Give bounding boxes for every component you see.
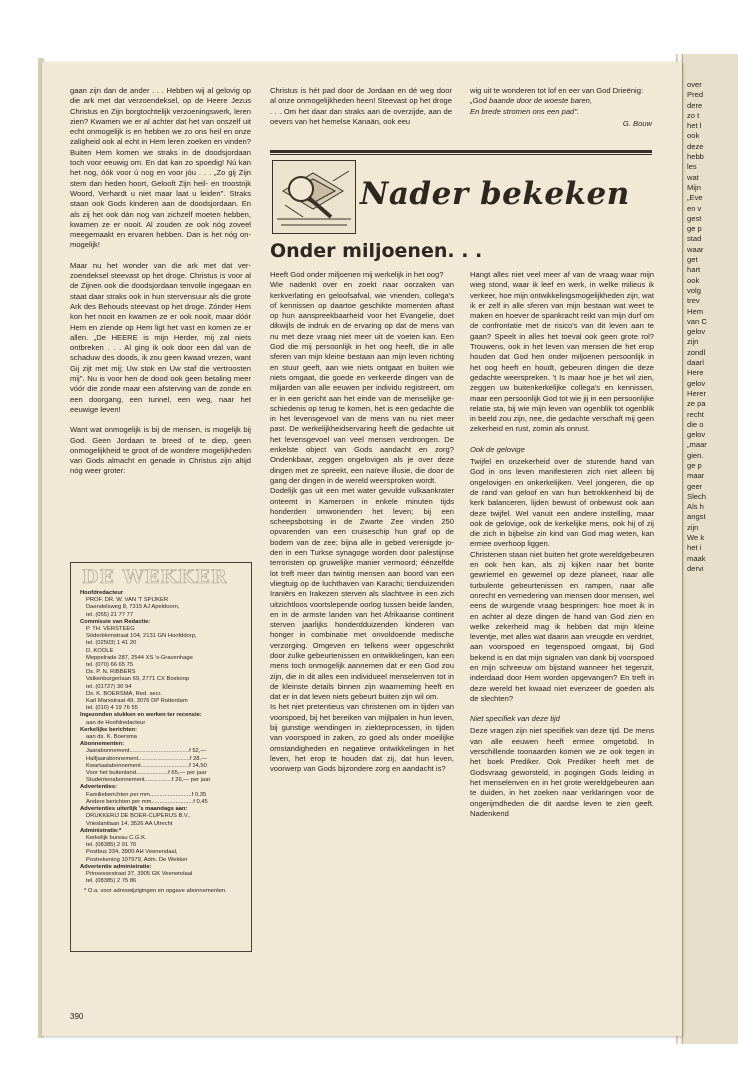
next-page-fragment: Hem [687, 306, 704, 316]
paragraph: Maar nu het wonder van die ark met dat verzoendeksel steevast op het droge. Christus is voor al de Zijnen ook die doodsjordaan tenvolle ingegaan en staat daar straks ook in hun stervensuur als die grote Ark des Behouds steevast op het droge. Zónder Hem kon het nooit en kwamen ze er ook nooit, maar dóór Hem en zíende op Hem ligt het vast en komen ze er allen. „De HEERE is mijn Herder, mij zal niets ontbreken . . . Al ging ik ook door een dal van de schaduw des doods, ik zou geen kwaad vrezen, want Gij zijt met mij; Uw stok en Uw staf die vertroosten mij''. Nu is voor hen de dood ook geen betaling meer vóór die zonde maar een afsterving van de zonde en een doorgang, een tunnel, een weg, naar het eeuwige leven! [70, 260, 251, 414]
colophon-line: Voor het buitenland....................f 65,— per jaar [86, 770, 207, 777]
colophon-line: tel. (01727) 30 94 [86, 683, 132, 690]
next-page [682, 54, 738, 1044]
colophon-heading: Advertenties uiterlijk 's maandags aan: [80, 806, 188, 813]
paragraph: Deze vragen zijn niet specifiek van deze tijd. De mens van alle eeuwen heeft ermee omgetobd. In verschillende toonaarden komen we ze ook tegen in het boek Prediker. Ook Prediker heeft met de Godsvraag geworsteld, in pogingen Gods leiding in het menselenven en in het grote wereldgebeuren aan te duiden, in het zoeken naar verklaringen voor de ongerijmdheden die dit aardse leven te zien geeft. Nadenkend [470, 726, 654, 818]
next-page-fragment: Als h [687, 502, 704, 512]
colophon-line: tel. (02503) 1 41 20 [86, 640, 137, 647]
next-page-fragment: Here [687, 368, 704, 378]
article-headline: Onder miljoenen. . . [270, 240, 483, 262]
poem-line: En brede stromen ons een pad''. [470, 106, 580, 116]
colophon-line: aan de Hoofdredacteur [86, 719, 146, 726]
next-page-fragment: geer [687, 481, 703, 491]
next-page-fragment: ge p [687, 224, 702, 234]
next-page-fragment: deze [687, 141, 704, 151]
next-page-fragment: zijn [687, 337, 699, 347]
next-page-fragment: Slech [687, 491, 706, 501]
next-page-fragment: Herer [687, 388, 706, 398]
colophon-heading: Ingezonden stukken en werken ter recensie: [80, 712, 202, 719]
next-page-fragment: „Eve [687, 193, 703, 203]
colophon-line: tel. (055) 21 77 77 [86, 611, 134, 618]
author: G. Bouw [622, 118, 652, 128]
next-page-fragment: zondl [687, 347, 706, 357]
colophon-heading: Advertenties: [80, 784, 118, 791]
next-page-fragment: die o [687, 419, 704, 429]
next-page-column [687, 80, 738, 574]
colophon-text [80, 590, 246, 896]
next-page-fragment: get [687, 255, 698, 265]
colophon-line: Andere berichten per mm..........................f 0,45 [86, 798, 208, 805]
next-page-fragment: zijn [687, 522, 699, 532]
next-page-fragment: gien. [687, 450, 704, 460]
article-column-left [270, 270, 454, 785]
masthead-logo: DE WEKKER [82, 566, 228, 588]
colophon-line: Jaarabonnement.....................................f 52,— [86, 748, 207, 755]
column-right-top [470, 86, 652, 129]
next-page-fragment: en v [687, 203, 702, 213]
colophon-heading: Hoofdredacteur [80, 590, 124, 596]
paragraph: Christus is hét pad door de Jordaan en dé weg door al onze onmogelijkheden heen! Steevast op het droge . . . Om het daar dan straks aan de overzijde, aan de oevers van het hemelse Kanaän, ook eeu [270, 86, 452, 126]
colophon-line: Söderblomstraat 104, 2131 GN Hoofddorp, [86, 633, 197, 640]
next-page-fragment: „maar [687, 440, 707, 450]
next-page-fragment: van C [687, 316, 707, 326]
next-page-fragment: angst [687, 512, 706, 522]
next-page-fragment: gelov [687, 378, 706, 388]
colophon-line: Postrekening 107979, Adm. De Wekker [86, 856, 188, 863]
column-middle-top [270, 86, 452, 137]
next-page-fragment: het l [687, 121, 702, 131]
next-page-fragment: ook [687, 275, 700, 285]
colophon-heading: Advertentie administratie: [80, 863, 152, 870]
colophon-line: Postbus 334, 3900 AH Veenendaal, [86, 849, 178, 856]
colophon-line: Studentenabonnement.................f 26,— per jaar [86, 777, 211, 784]
paragraph: Is het niet pretentieus van christenen om in tijden van voorspoed, bij het bereiken van mijlpalen in hun leven, bij gunstige wendingen in ziekteprocessen, in tijden van voorspoed in zaken, zo goed als onder moeilijke omstandigheden en negatieve ontwikkelingen in het leven, het erop te houden dat zij, dat hun leven, voorwerp van Gods bijzondere zorg en aandacht is? [270, 702, 454, 774]
next-page-fragment: les [687, 162, 697, 172]
next-page-fragment: trev [687, 296, 700, 306]
next-page-fragment: het i [687, 543, 702, 553]
paragraph: Christenen staan niet buiten het grote wereldgebeuren en ook hen kan, als zij kijken naar het bonte gewriemel en gewemel op deze planeet, naar alle turbulente gebeurtenissen en rampen, naar alle onrecht en vernedering van mensen door mensen, wel eens de wurgende vraag bespringen: hoe moet ik in en achter al deze dingen de hand van God zien en welke zekerheid mag ik hebben dat mijn kleine leventje, met alles wat daarin aan vreugde en verdriet, aan voorspoed en tegenspoed omgaat, bij God bekend is en dat mijn signalen van dank bij voorspoed en mijn schreeuw om bijstand wanneer het tegenzit, inderdaad door Hem worden opgevangen? En treft in deze wereld het kwaad niet evenzeer de goeden als de slechten? [470, 549, 654, 703]
next-page-fragment: zo t [687, 110, 700, 120]
poem-line: „God baande door de woeste baren, [470, 96, 593, 106]
next-page-fragment: hebb [687, 152, 704, 162]
next-page-fragment: wat [687, 172, 699, 182]
paragraph: Twijfel en onzekerheid over de sturende hand van God in ons leven manifesteren zich niet alleen bij ongelovigen en onkerkelijken. Veel jongeren, die op de rand van geloof en van hun betrokkenheid bij de kerk balanceren, lijden bewust of onbewust ook aan deze twijfel. Wel vanuit een andere instelling, maar ook de gelovige, ook de kerkelijke mens, ook hij of zij die zich in bijbelse zin kind van God mag weten, kan ermee overhoop liggen. [470, 457, 654, 549]
colophon-line: Meppelrade 287, 2544 XS 's-Gravenhage [86, 654, 193, 661]
next-page-fragment: ge p [687, 460, 702, 470]
colophon-line: tel. (08385) 2 75 86 [86, 878, 137, 885]
paragraph: Hangt alles niet veel meer af van de vraag waar mijn wieg stond, waar ik leef en werk, in welke milieus ik verkeer, hoe mijn ontwikkelingsmogelijkheden zijn, wat ik er zelf in alle sferen van mijn bestaan wat weet te maken en hoever de spankracht reikt van mijn durf om de confrontatie met de risico's van dit leven aan te gaan? Speelt in alles het toeval ook geen grote rol? Trouwens, ook in het leven van mensen die het erop houden dat God hen onder miljoenen persoonlijk in het oog heeft en houdt, gebeuren dingen die deze gedachte weerspreken. 't Is maar hoe je het wil zien, zeggen uw buitenkerkelijke collega's en kennissen, maar een persoonlijk God tot wie jij in een persoonlijke relatie sta, bij wie mijn leven van ogenblik tot ogenblik in beeld zou zijn, nee, die gedachte verschaft mij geen zekerheid en rust, zomin als onrust. [470, 270, 654, 434]
colophon-line: Ds. P. N. RIBBERS [86, 669, 136, 676]
next-page-fragment: gelov [687, 327, 706, 337]
next-page-fragment: recht [687, 409, 704, 419]
next-page-fragment: gest [687, 213, 702, 223]
next-page-fragment: hart [687, 265, 701, 275]
colophon-line: Familieberichten per mm..........................f 0,35 [86, 791, 207, 798]
column-left [70, 86, 251, 487]
subheading: Niet specifiek van deze tijd [470, 714, 560, 724]
colophon-line: tel. (010) 4 19 76 55 [86, 705, 138, 712]
colophon-heading: Abonnementen: [80, 741, 125, 748]
colophon-line: Vrieslantlaan 14, 3526 AA Utrecht [86, 820, 173, 827]
next-page-fragment: We k [687, 533, 705, 543]
next-page-fragment: Mijn [687, 182, 701, 192]
section-title: Nader bekeken [360, 176, 630, 212]
next-page-fragment: Pred [687, 90, 704, 100]
paragraph: Wie nadenkt over en zoekt naar oorzaken van kerkverlating en geloofsafval, wie vrienden, collega's of kennissen op daartoe geschikte momenten aftast op hun aanspreekbaarheid voor het Evangelie, doet dikwijls de indruk en de ervaring op dat de mens van nu met deze vraag niet meer uit de voeten kan. Een God die mij persoonlijk in het oog heeft, die in alle sferen van mijn kleine bestaan aan mijn leven richting en stuur geeft, aan wie niets ontgaat en buiten wie niets omgaat, die goede en verkeerde dingen van de miljarden van alle eeuwen per individu registreert, om er in een gericht aan het einde van de menselijke geschiedenis op terug te komen, het is een gedachte die in het levensgevoel van de mens van nu niet meer past. De werkelijkheidservaring heeft die gedachte uit het levensgevoel van veel mensen verdrongen. De enkelste object van Gods aandacht en zorg? Ondenkbaar, zeggen ongelovigen als je over deze dingen met ze spreekt, een naïeve illusie, die door de gang der dingen in de wereld weersproken wordt. [270, 280, 454, 485]
next-page-fragment: dervi [687, 563, 704, 573]
next-page-fragment: maak [687, 553, 706, 563]
next-page-fragment: volg [687, 285, 701, 295]
colophon-line: DRUKKERIJ DE BOER-CUPERUS B.V., [86, 813, 191, 820]
colophon-line: Kerkelijk bureau C.G.K. [86, 834, 147, 841]
next-page-fragment: dere [687, 100, 703, 110]
colophon-footnote: * O.a. voor adreswijzigingen en opgave abonnementen. [84, 888, 227, 895]
colophon-line: Karl Marxstraat 49, 3076 DP Rotterdam [86, 698, 188, 705]
next-page-fragment: over [687, 80, 702, 89]
colophon-line: PROF. DR. W. VAN 'T SPIJKER [86, 597, 169, 604]
colophon-line: P. TH. VERSTEEG [86, 626, 135, 633]
colophon-line: D. KOOLE [86, 647, 114, 654]
paragraph: Want wat onmogelijk is bij de mensen, is mogelijk bij God. Geen Jordaan te breed of te diep, geen onmogelijkheid te groot of de wondere mogelijkheden van Gods almacht en genade in Christus zijn altijd nóg weer groter: [70, 425, 251, 476]
colophon-line: Valkenburgerlaan 69, 2771 CX Boskoop [86, 676, 190, 683]
colophon-line: aan ds. K. Boersma [86, 734, 137, 741]
colophon-line: tel. (08385) 2 91 76 [86, 842, 137, 849]
subheading: Ook de gelovige [470, 444, 525, 454]
section-rule [270, 150, 652, 153]
colophon-line: Kwartaalabonnement..............................f 14,50 [86, 762, 207, 769]
colophon-line: Prinsessestraat 37, 3905 GK Veenendaal [86, 870, 193, 877]
article-column-right [470, 270, 654, 829]
magnifier-illustration [272, 160, 356, 234]
colophon-heading: Administratie:* [80, 827, 122, 834]
colophon-heading: Kerkelijke berichten: [80, 726, 138, 733]
next-page-fragment: stad [687, 234, 702, 244]
next-page-fragment: daarl [687, 358, 704, 368]
next-page-fragment: ook [687, 131, 700, 141]
colophon-line: tel. (070) 66 65 75 [86, 662, 134, 669]
colophon-line: Daendelsweg 8, 7315 AJ Apeldoorn, [86, 604, 180, 611]
paragraph: Heeft God onder miljoenen mij werkelijk in het oog? [270, 270, 444, 279]
next-page-fragment: gelov [687, 430, 706, 440]
colophon-heading: Commissie van Redactie: [80, 618, 151, 625]
next-page-fragment: ze pa [687, 399, 706, 409]
colophon-line: Ds. K. BOERSMA, Red. secr. [86, 690, 162, 697]
paragraph: Dodelijk gas uit een met water gevulde vulkaankrater onteemt in Kameroen in enkele minuten tijds honderden omwonenden het leven; bij een scheepsbotsing in de Zwarte Zee vinden 250 opvarenden van een cruiseschip hun graf op de bodem van de zee; bijna alle in gebed verenigde joden in een Turkse synagoge worden door palestijnse terroristen op gruwelijke manier vermoord; éénzelfde lot treft meer dan twintig mensen aan boord van een vliegtuig op de luchthaven van Karachi; tienduizenden Iraniërs en Irakezen sterven als slachtvee in een zich uitzichtloos voortslepende oorlog tussen beide landen, en in de armste landen van het Afrikaanse continent sterven jaarlijks honderdduizenden kinderen van honger in combinatie met onvoldoende medische verzorging. Omgeven en telkens weer opgeschrikt door zulke gebeurtenissen en ontwikkelingen, kan een mens toch onmogelijk aannemen dat er een God zou zijn, die in dit alles een individueel menselenven tot in de kleinste details binnen zijn waarneming heeft en dat er in dat leven niets gebeurt buiten zijn wil om. [270, 486, 454, 702]
next-page-fragment: maar [687, 471, 705, 481]
section-rule-thin [270, 154, 652, 155]
page-number: 390 [70, 1012, 84, 1021]
colophon-line: Halfjaarabonnement................................f 28,— [86, 755, 207, 762]
next-page-fragment: waar [687, 244, 704, 254]
paragraph: gaan zijn dan de ander . . . Hebben wij al gelovig op die ark met dat verzoendeksel, op de Heere Jezus Christus en Zijn borgtochtelijk verzoeningswerk, leren zien? Kwamen we er al achter dat het van onszelf uit echt onmogelijk is en hebben we zo ons heil en onze zaligheid ook al echt in Hem leren zoeken en vinden? Buiten Hem komen we straks in de doodsjordaan toch voor eeuwig om. En dat kan zo spoedig! Nú kan het nog, óók voor ú nog en voor jóu . . . „Zo gij Zijn stem dan heden hoort, Gelooft Zijn heil- en troostrijk Woord, Verhardt u niet maar laat u leiden''. Straks staan ook Gods kinderen aan de doodsjordaan. En als zij het ook dán nog van zichzelf moeten hebben, kwamen ze er nooit. Al zouden ze ook nóg zoveel meegemaakt en ervaren hebben. Dan is het nóg onmogelijk! [70, 86, 251, 250]
paragraph: wig uit te wonderen tot lof en eer van God Drieënig: [470, 86, 644, 95]
